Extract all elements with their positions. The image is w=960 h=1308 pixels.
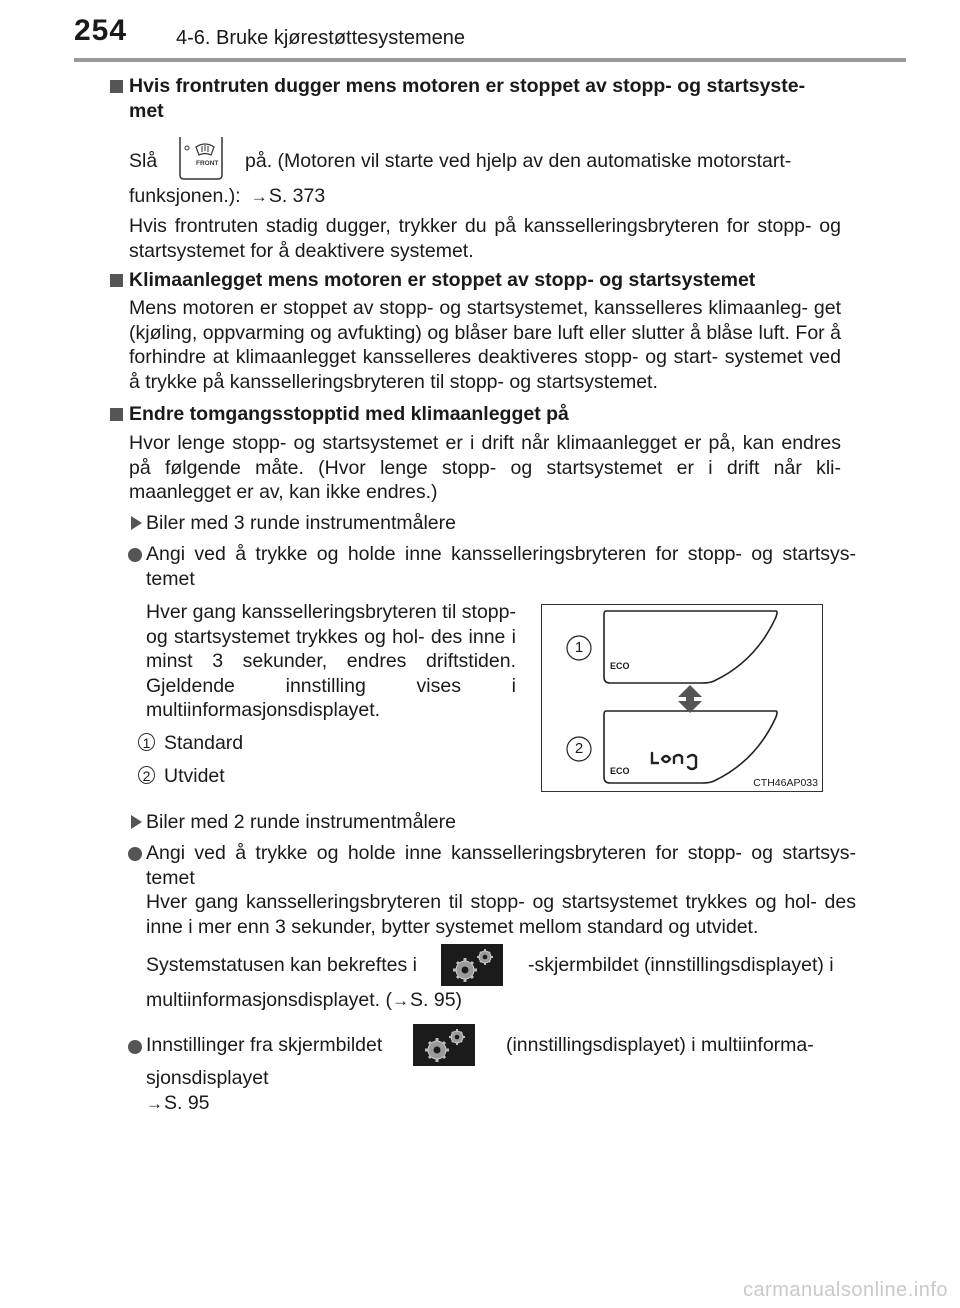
display-mode-diagram [541,604,823,792]
settings-screen-line: Innstillinger fra skjermbildet (innstillingsdisplayet) i multiinforma- [146,1024,856,1066]
arrow-right-icon: → [392,991,410,1010]
page-header [0,0,960,62]
bullet-press-hold-1: Angi ved å trykke og holde inne kansselleringsbryteren for stopp- og startsys- temet [146,543,856,590]
subsection-title-2-gauges: Biler med 2 runde instrumentmålere [146,811,456,833]
round-bullet-icon [128,847,142,861]
page-reference-link[interactable]: S. 95) [410,989,463,1011]
settings-ref-line [146,1091,210,1117]
subsection-title-3-gauges: Biler med 3 runde instrumentmålere [146,512,456,534]
callout-number: 2 [574,740,584,757]
triangle-bullet-icon [131,516,142,530]
defog-ref-line: funksjonen.): →S. 373 [129,185,326,207]
arrow-right-icon: → [246,187,268,206]
page-reference-link[interactable]: S. 373 [268,185,326,207]
bullet-press-hold-2: Angi ved å trykke og holde inne kansselleringsbryteren for stopp- og startsys- temet [146,842,856,889]
arrow-right-icon: → [146,1094,163,1113]
callout-number: 2 [138,766,155,784]
defog-instruction-line: Slå FRONT på. (Motoren vil starte ved hjelp av den automatiske motorstart- [129,138,841,184]
callout-number: 1 [574,639,584,656]
page-reference-link[interactable]: S. 95 [164,1092,210,1114]
climate-paragraph: Mens motoren er stoppet av stopp- og startsystemet, kansselleres klimaanleg- get (kjøling, oppvarming og avfukting) og blåser bare luft eller slutter å blåse luft. For å forhindre at klimaanlegget kansselleres deaktiveres stopp- og start- systemet ved å trykke på kansselleringsbryteren til stopp- og startsystemet. [129,297,841,393]
section-heading-idle-stop: Endre tomgangsstopptid med klimaanlegget på [129,403,569,425]
section-heading-defog: Hvis frontruten dugger mens motoren er stoppet av stopp- og startsyste- met [129,75,806,122]
status-ref-line: multiinformasjonsdisplayet. (→S. 95) [146,989,463,1011]
option-standard-label: Standard [164,732,244,754]
figure-code: CTH46AP033 [753,777,818,789]
status-confirm-line: Systemstatusen kan bekreftes i -skjermbildet (innstillingsdisplayet) i [146,944,856,986]
duration-description-2: Hver gang kansselleringsbryteren til stopp- og startsystemet trykkes og hol- des inne i mer enn 3 sekunder, bytter systemet mellom standard og utvidet. [146,891,856,938]
chapter-title: 4-6. Bruke kjørestøttesystemene [176,27,465,49]
settings-gear-icon [441,944,503,986]
settings-screen-line2: sjonsdisplayet [146,1067,269,1089]
footer-watermark: carmanualsonline.info [742,1279,948,1301]
round-bullet-icon [128,548,142,562]
idle-stop-paragraph: Hvor lenge stopp- og startsystemet er i drift når klimaanlegget er på, kan endres på følgende måte. (Hvor lenge stopp- og startsystemet er i drift når kli- maanlegget er av, kan ikke endres.) [129,432,841,503]
front-defroster-button-icon [178,135,224,188]
square-bullet-icon [110,274,123,287]
header-divider [74,58,906,62]
eco-indicator: ECO [610,766,630,776]
svg-text:FRONT: FRONT [196,159,219,167]
triangle-bullet-icon [131,815,142,829]
option-extended-label: Utvidet [164,765,225,787]
square-bullet-icon [110,408,123,421]
page-number: 254 [74,14,128,47]
defog-paragraph: Hvis frontruten stadig dugger, trykker du på kansselleringsbryteren for stopp- og startsystemet for å deaktivere systemet. [129,215,841,262]
duration-description-1: Hver gang kansselleringsbryteren til stopp- og startsystemet trykkes og hol- des inne i minst 3 sekunder, endres driftstiden. Gjeldende innstilling vises i multiinformasjonsdisplayet. [146,601,516,721]
callout-number: 1 [138,733,155,751]
square-bullet-icon [110,80,123,93]
round-bullet-icon [128,1040,142,1054]
settings-gear-icon [413,1024,475,1066]
eco-indicator: ECO [610,661,630,671]
section-heading-climate: Klimaanlegget mens motoren er stoppet av stopp- og startsystemet [129,269,756,291]
